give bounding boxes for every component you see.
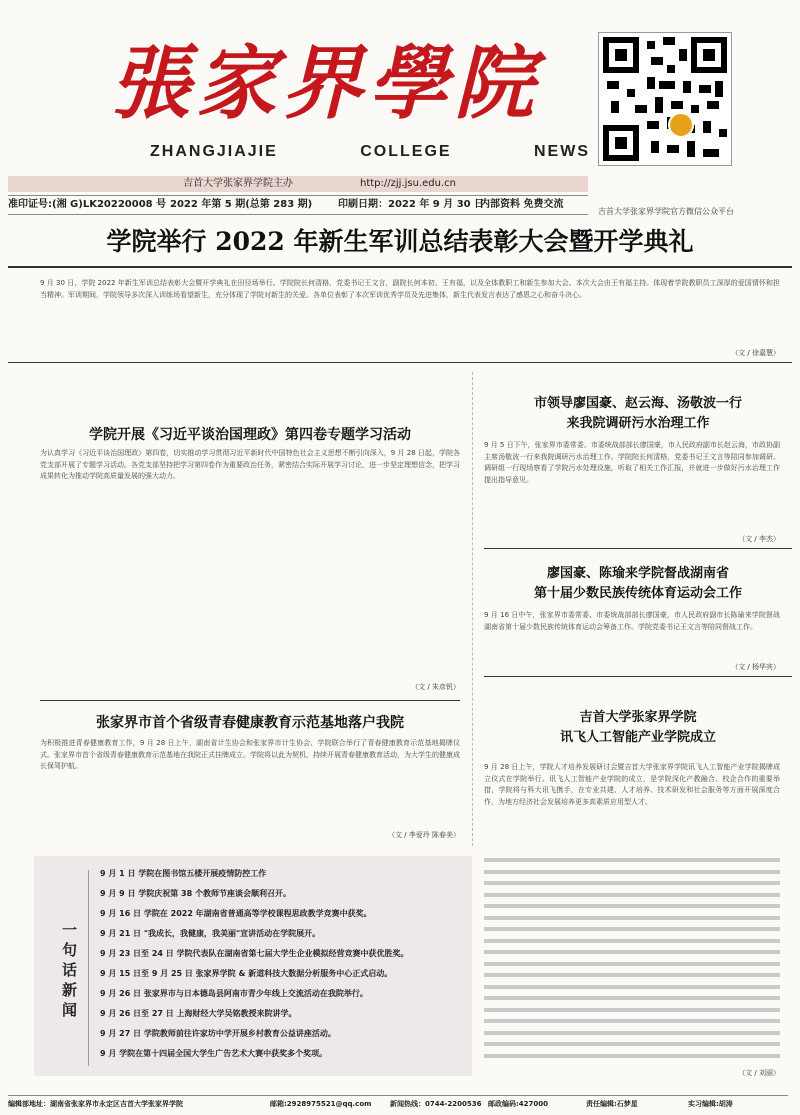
footer-editor: 责任编辑:石梦星 [586, 1100, 638, 1108]
brief-news-item: 9 月 21 日 "我成长，我健康，我美丽"宣讲活动在学院展开。 [100, 929, 321, 938]
ai-article-author: （文 / 刘丽） [738, 1069, 780, 1077]
brief-news-item: 9 月 9 日 学院庆祝第 38 个教师节座谈会顺利召开。 [100, 889, 291, 898]
xi-article-body: 为认真学习《习近平谈治国理政》第四卷，切实推动学习贯彻习近平新时代中国特色社会主义思想不断引向深入，9 月 28 日起，学院各党支部开展了专题学习活动。各党支部坚持把学习第四卷作为重要政治任务，紧密结合实际开展学习讨论，进一步坚定理想信念，把学习成果转化为推动学院高质量发展的强大动力。 [40, 449, 460, 480]
issue-number: 2022 年第 5 期(总第 283 期) [170, 199, 313, 210]
footer-address: 编辑部地址：湖南省张家界市永定区吉首大学张家界学院 [8, 1100, 183, 1108]
internal-note: 内部资料 免费交流 [480, 199, 564, 210]
city-article-body: 9 月 5 日下午，张家界市委常委、市委统战部部长廖国豪，市人民政府副市长赵云海，市政协副主席汤敬波一行来我院调研污水治理工作。学院院长何清格，党委书记王文言等陪同参加调研。调研组一行现场察看了学院污水处理设施，听取了相关工作汇报，并就进一步做好污水治理工作提出指导意见。 [484, 441, 780, 484]
city-headline-line: 市领导廖国豪、赵云海、汤敬波一行 [533, 396, 742, 411]
sports-headline-line: 第十届少数民族传统体育运动会工作 [533, 586, 742, 601]
health-article-headline: 张家界市首个省级青春健康教育示范基地落户我院 [96, 715, 404, 731]
brief-news-label: 一句话新闻 [62, 921, 78, 1019]
divider [484, 548, 792, 549]
brief-news-item: 9 月 27 日 学院教师前往许家坊中学开展乡村教育公益讲座活动。 [100, 1029, 336, 1038]
qr-code-image[interactable] [598, 32, 732, 166]
issue-info-bar [8, 195, 588, 215]
main-headline: 学院举行 2022 年新生军训总结表彰大会暨开学典礼 [106, 227, 694, 256]
health-article-body: 为积极推进青春健康教育工作，9 月 28 日上午，湖南省计生协会和张家界市计生协会、学院联合举行了青春健康教育示范基地揭牌仪式。张家界市首个省级青春健康教育示范基地在我院正式挂牌成立。学院将以此为契机，持续开展青春健康教育活动，为大学生的健康成长保驾护航。 [40, 739, 460, 770]
divider [8, 266, 792, 268]
permit-number: 准印证号:(湘 G)LK20220008 号 [8, 199, 167, 210]
brief-news-item: 9 月 1 日 学院在图书馆五楼开展疫情防控工作 [100, 869, 267, 878]
main-article-body: 9 月 30 日，学院 2022 年新生军训总结表彰大会暨开学典礼在田径场举行。学院院长何清格、党委书记王文言，副院长何本初、王有福，以及全体教职工和新生参加大会。本次大会由王有福主持。体现着学院教职员工深厚的爱国情怀和担当精神。军训期间，学院领导多次深入训练场看望新生，充分体现了学院对新生的关爱。各单位表彰了本次军训优秀学员及先进集体，新生代表发言表达了感恩之心和奋斗决心。 [40, 279, 780, 299]
host-bar [8, 176, 588, 192]
city-headline-line: 来我院调研污水治理工作 [566, 416, 710, 431]
footer-bar [8, 1095, 788, 1112]
xi-article-author: （文 / 朱彦钒） [411, 683, 460, 691]
brief-news-item: 9 月 26 日 张家界市与日本德岛县阿南市青少年线上交流活动在我院举行。 [100, 989, 368, 998]
divider [8, 362, 792, 363]
footer-phone: 新闻热线：0744-2200536 [390, 1100, 482, 1108]
brief-divider [88, 870, 89, 1066]
xi-article-headline: 学院开展《习近平谈治国理政》第四卷专题学习活动 [89, 427, 411, 443]
brief-news-item: 9 月 学院在第十四届全国大学生广告艺术大赛中获奖多个奖项。 [100, 1049, 328, 1058]
qr-center-logo [668, 112, 694, 138]
masthead-english [150, 143, 590, 161]
qr-caption: 吉首大学张家界学院官方微信公众平台 [598, 207, 734, 216]
masthead-en-word: COLLEGE [360, 143, 452, 160]
city-article-headline [484, 394, 792, 434]
divider [40, 700, 460, 701]
brief-news-item: 9 月 15 日至 9 月 25 日 张家界学院 & 新道科技大数据分析服务中心正式启动。 [100, 969, 393, 978]
brief-news-item: 9 月 26 日至 27 日 上海财经大学吴铭教授来院讲学。 [100, 1009, 297, 1018]
site-url-link[interactable]: http://zjj.jsu.edu.cn [360, 178, 456, 189]
footer-email[interactable]: 邮箱:2928975521@qq.com [270, 1100, 372, 1108]
ai-article-continued [484, 858, 780, 1065]
divider [484, 676, 792, 677]
print-date: 印刷日期：2022 年 9 月 30 日 [338, 199, 485, 210]
brief-news-item: 9 月 16 日 学院在 2022 年湖南省普通高等学校课程思政教学竞赛中获奖。 [100, 909, 372, 918]
city-article-author: （文 / 李杰） [738, 535, 780, 543]
sports-article-author: （文 / 杨华宾） [731, 663, 780, 671]
ai-article-body: 9 月 28 日上午，学院人才培养发展研讨会暨吉首大学张家界学院讯飞人工智能产业学院揭牌成立仪式在学院举行。讯飞人工智能产业学院的成立，是学院深化产教融合、校企合作的重要举措，学院将与科大讯飞携手，在专业共建、人才培养、技术研发和社会服务等方面开展深度合作，为地方经济社会发展培养更多高素质应用型人才。 [484, 763, 780, 806]
ai-headline-line: 讯飞人工智能产业学院成立 [559, 730, 716, 745]
health-article-author: （文 / 李爱玲 陈春美） [387, 831, 460, 839]
sports-article-headline [484, 564, 792, 604]
ai-headline-line: 吉首大学张家界学院 [579, 710, 697, 725]
masthead-en-word: NEWS [533, 143, 590, 160]
brief-news-item: 9 月 23 日至 24 日 学院代表队在湖南省第七届大学生企业模拟经营竞赛中获优胜奖。 [100, 949, 409, 958]
sports-article-body: 9 月 16 日中午，张家界市委常委、市委统战部部长廖国豪，市人民政府副市长陈瑜来学院督战湖南省第十届少数民族传统体育运动会筹备工作。学院党委书记王文言等陪同督战工作。 [484, 611, 780, 631]
main-article-author: （文 / 徐嘉慧） [731, 349, 780, 357]
column-divider [472, 372, 473, 846]
footer-intern: 实习编辑:胡涛 [688, 1100, 733, 1108]
footer-postcode: 邮政编码:427000 [488, 1100, 549, 1108]
sports-headline-line: 廖国豪、陈瑜来学院督战湖南省 [546, 566, 729, 581]
masthead-en-word: ZHANGJIAJIE [150, 143, 278, 160]
ai-article-headline [484, 708, 792, 748]
masthead-title: 張家界學院 [110, 36, 540, 130]
sponsor-text: 吉首大学张家界学院主办 [183, 178, 293, 189]
